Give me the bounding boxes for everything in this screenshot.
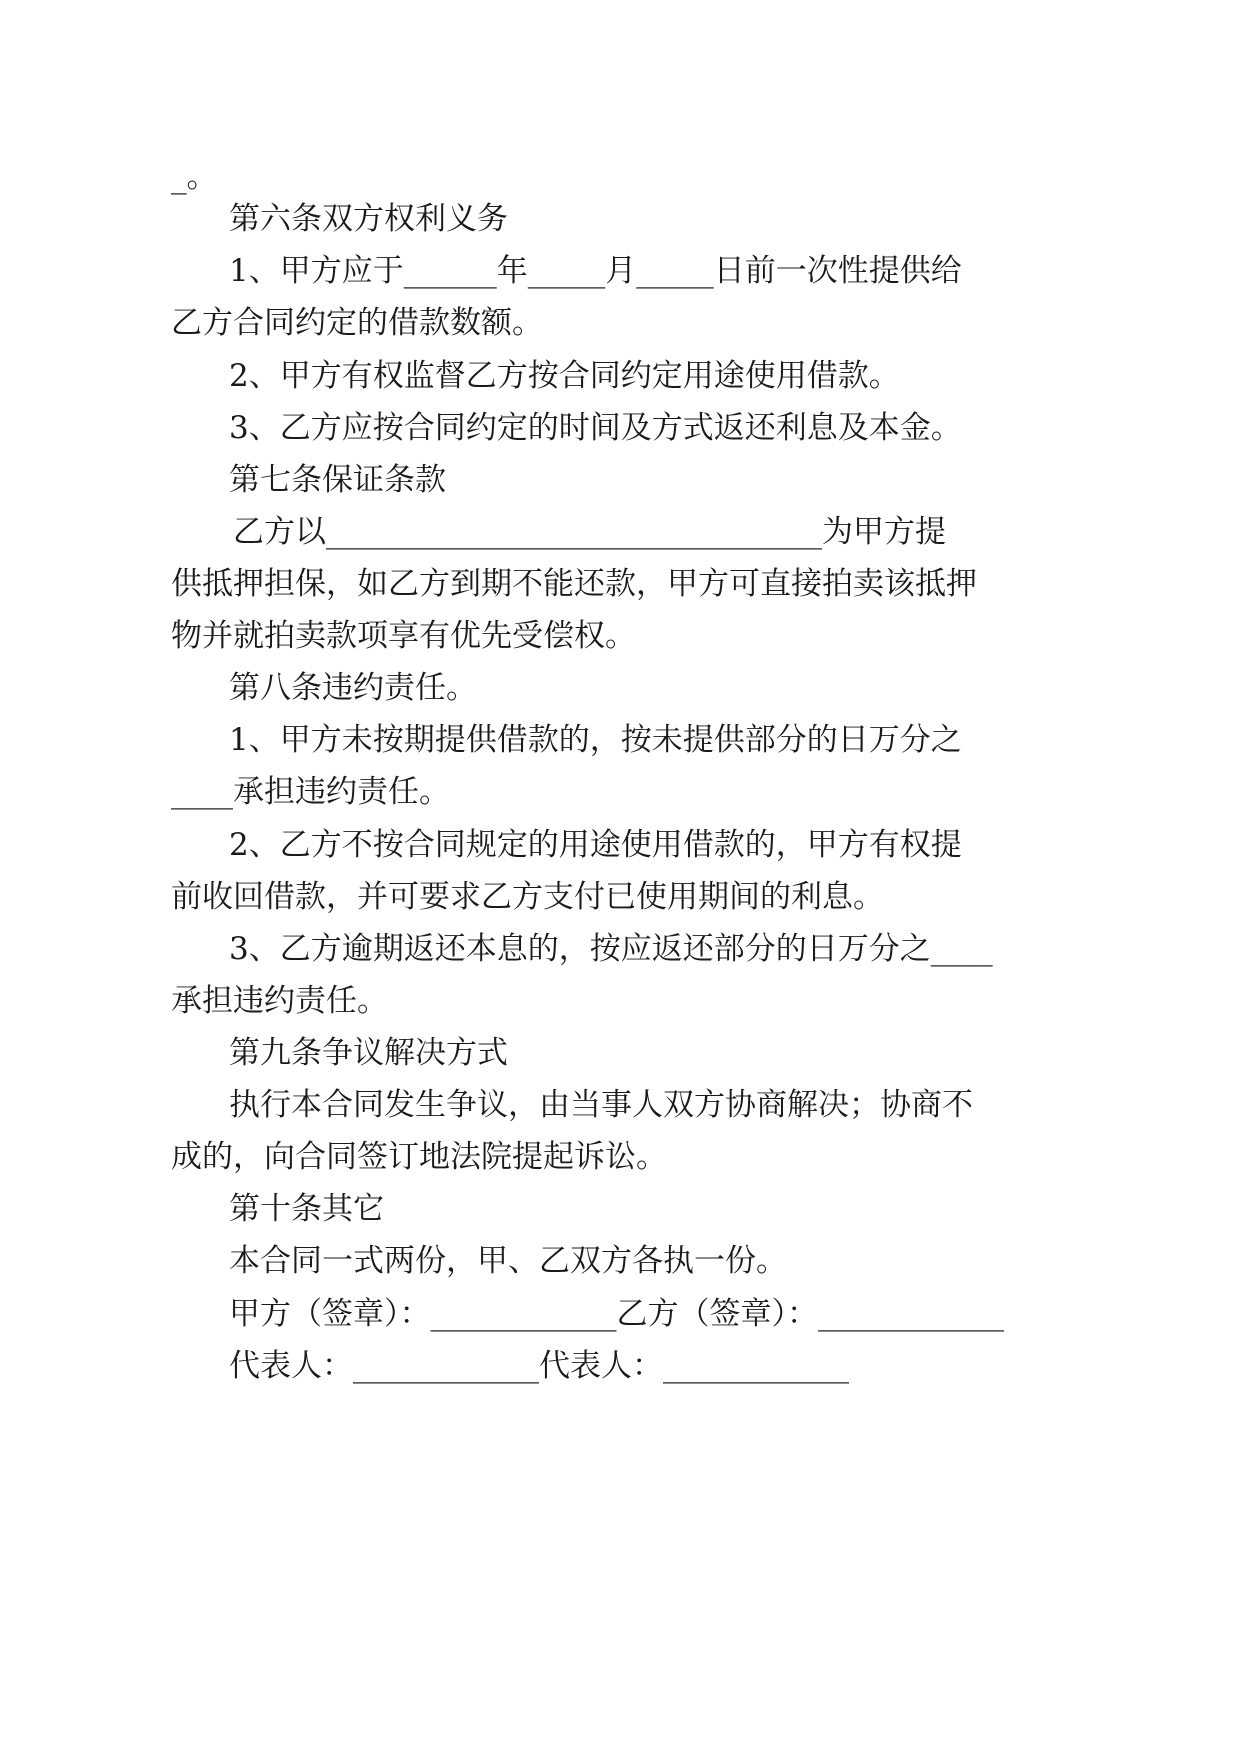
text-line: 3、乙方逾期返还本息的，按应返还部分的日万分之____ (229, 931, 993, 967)
text-line: 供抵押担保，如乙方到期不能还款，甲方可直接拍卖该抵押 (171, 566, 977, 602)
section-heading: 第六条双方权利义务 (229, 201, 508, 237)
section-heading: 第七条保证条款 (229, 462, 446, 498)
signature-line-party: 甲方（签章）：____________乙方（签章）：____________ (229, 1296, 1004, 1332)
text-line: 前收回借款，并可要求乙方支付已使用期间的利息。 (171, 879, 884, 915)
section-heading: 第九条争议解决方式 (229, 1035, 508, 1071)
text-line: 1、甲方未按期提供借款的，按未提供部分的日万分之 (229, 722, 962, 758)
text-line: 承担违约责任。 (171, 983, 388, 1019)
text-line: 2、甲方有权监督乙方按合同约定用途使用借款。 (229, 358, 900, 394)
text-line: 乙方合同约定的借款数额。 (171, 305, 543, 341)
text-line: 成的，向合同签订地法院提起诉讼。 (171, 1139, 667, 1175)
text-line: 物并就拍卖款项享有优先受偿权。 (171, 618, 636, 654)
text-line: 2、乙方不按合同规定的用途使用借款的，甲方有权提 (229, 827, 962, 863)
text-line: 乙方以________________________________为甲方提 (233, 514, 946, 550)
text-line: ____承担违约责任。 (171, 774, 450, 810)
signature-line-representative: 代表人：____________代表人：____________ (229, 1348, 849, 1384)
section-heading: 第十条其它 (229, 1191, 384, 1227)
text-line: 3、乙方应按合同约定的时间及方式返还利息及本金。 (229, 410, 962, 446)
text-line: _。 (171, 159, 218, 195)
text-line: 执行本合同发生争议，由当事人双方协商解决；协商不 (229, 1087, 973, 1123)
text-line: 本合同一式两份，甲、乙双方各执一份。 (229, 1243, 787, 1279)
section-heading: 第八条违约责任。 (229, 670, 477, 706)
text-line: 1、甲方应于______年_____月_____日前一次性提供给 (229, 253, 962, 289)
